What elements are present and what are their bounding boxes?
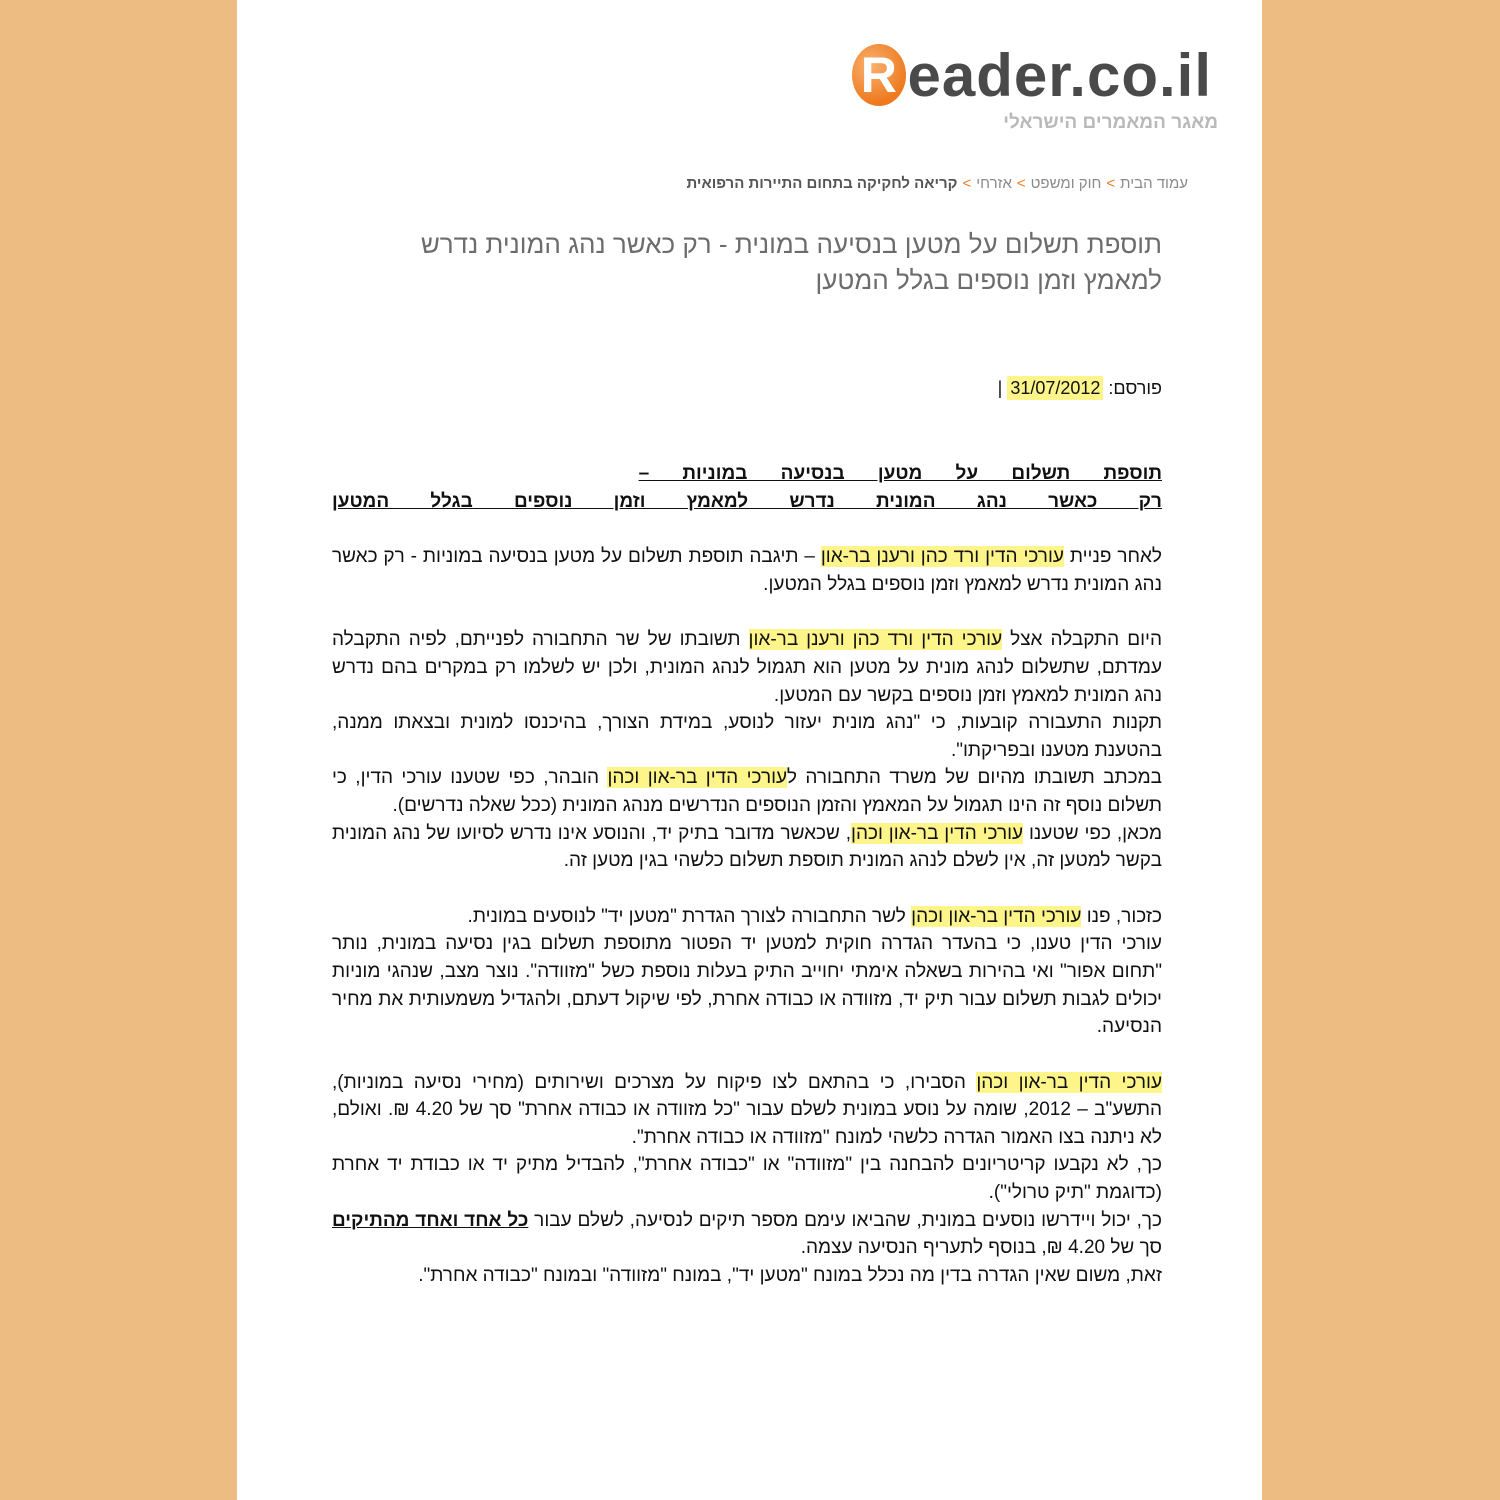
document-body [332,460,1162,1289]
highlight-lawyers: עורכי הדין בר-און וכהן [607,767,788,789]
paragraph-8 [332,1069,1162,1152]
site-tagline: מאגר המאמרים הישראלי [1003,112,1218,133]
text: תשובתו של שר התחבורה לפנייתם, לפיה התקבלה עמדתם, שתשלום לנהג מונית על מטען הוא תגמול לנהג המונית, ולכן יש לשלמו רק במקרים בהם נדרש נהג המונית למאמץ וזמן נוספים בקשר עם המטען. [332,629,1162,706]
paragraph-9: כך, לא נקבעו קריטריונים להבחנה בין "מזוודה" או "כבודה אחרת", להבדיל מתיק יד או כבודת יד אחרת (כדוגמת "תיק טרולי"). [332,1154,1162,1204]
text: היום התקבלה אצל [1002,629,1162,651]
text: לשר התחבורה לצורך הגדרת "מטען יד" לנוסעים במונית. [467,905,912,927]
paragraph-4 [332,764,1162,819]
text: לאחר פניית [1063,546,1162,568]
highlight-lawyers: עורכי הדין בר-און וכהן [976,1071,1163,1093]
paragraph-5 [332,820,1162,875]
paragraph-3: תקנות התעבורה קובעות, כי "נהג מונית יעזור לנוסע, במידת הצורך, בהיכנסו למונית ובצאתו ממנה, בהטענת מטענו ובפריקתו". [332,712,1162,761]
paragraph-11: זאת, משום שאין הגדרה בדין מה נכלל במונח "מטען יד", במונח "מזוודה" ובמונח "כבודה אחרת". [418,1264,1162,1286]
paragraph-1 [332,543,1162,598]
highlight-lawyers: עורכי הדין ורד כהן ורענן בר-און [748,629,1003,651]
published-date: 31/07/2012 [1007,376,1103,400]
text: , שכאשר מדובר בתיק יד, והנוסע אינו נדרש לסיועו של נהג המונית בקשר למטען זה, אין לשלם לנהג המונית תוספת תשלום כלשהי בגין מטען זה. [332,822,1162,872]
text: הסבירו, כי בהתאם לצו פיקוח על מצרכים ושירותים (מחירי נסיעה במוניות), התשע"ב – 2012, שומה על נוסע במונית לשלם עבור "כל מזוודה או כבודה אחרת" סך של 4.20 ₪. ואולם, לא ניתנה בצו האמור הגדרה כלשהי למונח "מזוודה או כבודה אחרת". [332,1071,1163,1148]
highlight-lawyers: עורכי הדין ורד כהן ורענן בר-און [820,546,1064,568]
highlight-lawyers: עורכי הדין בר-און וכהן [911,905,1082,927]
paragraph-10 [332,1207,1162,1262]
text: הובהר, כפי שטענו עורכי הדין, כי תשלום נוסף זה הינו תגמול על המאמץ והזמן הנוספים הנדרשים מנהג המונית (ככל שאלה נדרשים). [332,767,1162,816]
breadcrumb-separator: > [1106,175,1116,192]
text: כך, יכול ויידרשו נוסעים במונית, שהביאו עימם מספר תיקים לנסיעה, לשלם עבור [528,1209,1162,1231]
breadcrumb-separator: > [962,175,972,192]
document-heading-line2: רק כאשר נהג המונית נדרש למאמץ וזמן נוספים בגלל המטען [332,490,1162,512]
breadcrumb-home[interactable]: עמוד הבית [1120,175,1188,192]
document-heading-line1: תוספת תשלום על מטען בנסיעה במוניות – [638,463,1162,484]
text: – תיגבה תוספת תשלום על מטען בנסיעה במוניות - רק כאשר נהג המונית נדרש למאמץ וזמן נוספים בגלל המטען. [332,546,1162,595]
logo-r-icon: R [852,44,906,106]
logo-text: eader.co.il [907,41,1212,109]
text: מכאן, כפי שטענו [1023,822,1162,844]
breadcrumb-separator: > [1016,175,1026,192]
scanned-page [237,0,1262,1500]
article-title: תוספת תשלום על מטען בנסיעה במונית - רק כאשר נהג המונית נדרש למאמץ וזמן נוספים בגלל המטען [420,229,1162,295]
breadcrumb-current: קריאה לחקיקה בתחום התיירות הרפואית [686,175,958,192]
underlined-each-bag: כל אחד ואחד מהתיקים [332,1209,529,1231]
published-line [998,378,1162,399]
text: סך של 4.20 ₪, בנוסף לתעריף הנסיעה עצמה. [800,1237,1162,1259]
breadcrumb [686,175,1188,192]
paragraph-7: עורכי הדין טענו, כי בהעדר הגדרה חוקית למטען יד הפטור מתוספת תשלום בגין נסיעה במונית, נותר "תחום אפור" ואי בהירות בשאלה אימתי יחוייב התיק בעלות נוספת כשל "מזוודה". נוצר מצב, שנהגי מוניות יכולים לגבות תשלום עבור תיק יד, מזוודה או כבודה אחרת, לפי שיקול דעתם, ולהגדיל משמעותית את מחיר הנסיעה. [332,933,1162,1038]
breadcrumb-law[interactable]: חוק ומשפט [1030,175,1102,192]
breadcrumb-civil[interactable]: אזרחי [976,175,1012,192]
published-label: פורסם: [1108,378,1162,398]
text: כזכור, פנו [1081,905,1162,927]
paragraph-2 [332,626,1162,709]
highlight-lawyers: עורכי הדין בר-און וכהן [851,822,1024,844]
published-pipe: | [997,378,1003,398]
text: במכתב תשובתו מהיום של משרד התחבורה ל [787,767,1162,789]
site-logo[interactable] [852,40,1212,110]
paragraph-6 [332,903,1162,931]
